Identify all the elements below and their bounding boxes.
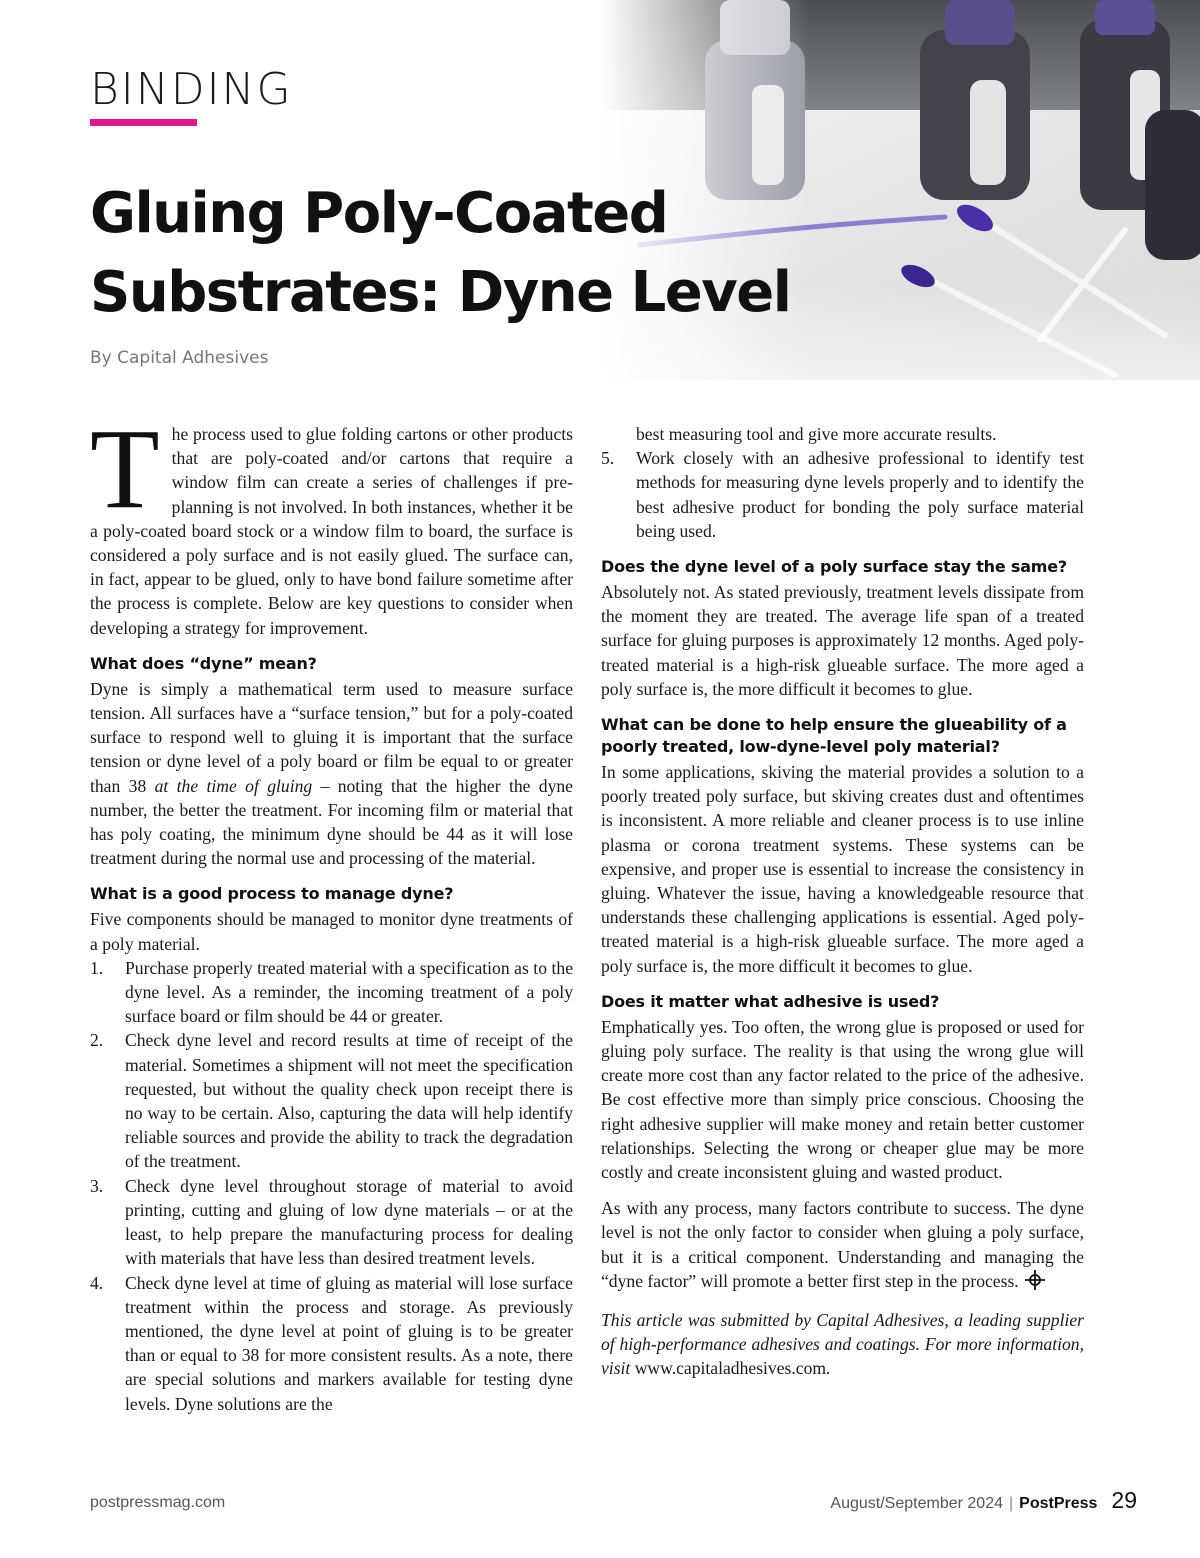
intro-text: he process used to glue folding cartons or other products that are poly-coated and/or cartons that require a window film can create a series of challenges if pre-planning is not involved. In both instances, whether it be a poly-coated board stock or a window film to board, the surface is considered a poly surface and is not easily glued. The surface can, in fact, appear to be glued, only to have bond failure sometime after the process is complete. Below are key questions to consider when developing a strategy for improvement. (90, 424, 573, 638)
author-credit (601, 1308, 1084, 1381)
list-text: Work closely with an adhesive professional to identify test methods for measuring dyne levels properly and to identify the best adhesive product for bonding the poly surface material being used. (636, 448, 1084, 541)
footer-magazine: PostPress (1019, 1495, 1098, 1512)
credit-text: This article was submitted by Capital Adhesives, a leading supplier of high-performance adhesives and coatings. For more information, visit (601, 1309, 1084, 1379)
heading-dyne-same: Does the dyne level of a poly surface stay the same? (601, 557, 1067, 577)
article-title (90, 174, 790, 332)
heading-adhesive: Does it matter what adhesive is used? (601, 991, 940, 1011)
process-intro: Five components should be managed to monitor dyne treatments of a poly material. (90, 909, 573, 954)
dyne-meaning-text-1: Dyne is simply a mathematical term used to measure surface tension. All surfaces have a “surface tension,” but for a poly-coated surface to respond well to gluing it is important that the surface tension or dyne level of a poly board or film be equal to or greater than 38 (90, 678, 573, 796)
list-item (90, 1271, 573, 1416)
list-item (90, 956, 573, 1029)
glueability-paragraph: In some applications, skiving the material provides a solution to a poorly treated poly surface, but skiving creates dust and oftentimes is inconsistent. A more reliable and cleaner process is to use inline plasma or corona treatment systems. These systems can be expensive, and proper use is essential to increase the consistency in gluing. Whatever the issue, having a knowledgeable resource that understands these challenging applications is essential. Aged poly-treated material is a high-risk glueable surface. The more aged a poly surface is, the more difficult it becomes to glue. (601, 762, 1084, 976)
credit-end: . (826, 1358, 831, 1379)
section-label: BINDING (90, 64, 293, 115)
dyne-meaning-paragraph (90, 677, 573, 871)
adhesive-paragraph: Emphatically yes. Too often, the wrong glue is proposed or used for gluing poly surface. The reality is that using the wrong glue will create more cost than any factor related to the price of the adhesive. Be cost effective more than simply price conscious. Choosing the right adhesive supplier will make money and retain better customer relationships. Selecting the wrong or cheaper glue may be more costly and create inconsistent gluing and wasted product. (601, 1016, 1084, 1183)
list-text: Check dyne level throughout storage of material to avoid printing, cutting and gluing of low dyne materials – or at the least, to help prepare the manufacturing process for dealing with materials that have less than desired treatment levels. (125, 1175, 573, 1269)
list-number: 1. (90, 957, 104, 978)
credit-url[interactable]: www.capitaladhesives.com (634, 1358, 827, 1379)
conclusion-paragraph (601, 1196, 1084, 1296)
list-item (90, 1174, 573, 1271)
section-accent-bar (90, 119, 197, 126)
intro-paragraph (90, 405, 573, 640)
right-column (601, 422, 1084, 1381)
dyne-meaning-emphasis: at the time of gluing (154, 775, 313, 796)
footer-issue: August/September 2024 (830, 1495, 1003, 1512)
title-line-2: Substrates: Dyne Level (90, 260, 791, 325)
end-mark-icon (1025, 1270, 1045, 1296)
dyne-meaning-text-2: – noting that the higher the dyne number, the better the treatment. For incoming film or material that has poly coating, the minimum dyne should be 44 as it will lose treatment during the normal use and processing of the material. (90, 775, 573, 869)
footer-separator: | (1008, 1495, 1014, 1512)
conclusion-text: As with any process, many factors contribute to success. The dyne level is not the only factor to consider when gluing a poly surface, but it is a critical component. Understanding and managing the “dyne factor” will promote a better first step in the process. (601, 1198, 1084, 1291)
list-text: Check dyne level at time of gluing as material will lose surface treatment within the process and storage. As previously mentioned, the dyne level at point of gluing is to be greater than or equal to 38 for more consistent results. As a note, there are special solutions and markers available for testing dyne levels. Dyne solutions are the (125, 1272, 573, 1414)
list-item-4-continued: best measuring tool and give more accurate results. (636, 424, 997, 444)
list-number: 3. (90, 1175, 104, 1196)
dyne-same-paragraph: Absolutely not. As stated previously, treatment levels dissipate from the moment they are treated. The average life span of a treated surface for gluing purposes is approximately 12 months. Aged poly-treated material is a high-risk glueable surface. The more aged a poly surface is, the more difficult it becomes to glue. (601, 582, 1084, 699)
drop-cap: T (90, 405, 160, 532)
list-text: Check dyne level and record results at time of receipt of the material. Sometimes a shipment will not meet the specification requested, but without the quality check upon receipt there is no way to be certain. Also, capturing the data will help identify reliable sources and provide the ability to track the degradation of the treatment. (125, 1030, 573, 1172)
heading-process: What is a good process to manage dyne? (90, 884, 454, 904)
list-number: 5. (601, 448, 615, 469)
list-item (601, 446, 1084, 543)
footer-site[interactable]: postpressmag.com (90, 1494, 226, 1511)
list-number: 4. (90, 1272, 104, 1293)
list-number: 2. (90, 1030, 104, 1051)
title-line-1: Gluing Poly-Coated (90, 181, 668, 246)
footer-issue-info (830, 1487, 1137, 1514)
byline: By Capital Adhesives (90, 348, 269, 368)
process-list (90, 956, 573, 1416)
left-column (90, 405, 573, 1416)
list-text: Purchase properly treated material with a specification as to the dyne level. As a reminder, the incoming treatment of a poly surface board or film should be 44 or greater. (125, 957, 573, 1027)
list-item (90, 1028, 573, 1173)
process-list-continued (601, 446, 1084, 543)
heading-glueability: What can be done to help ensure the glueability of a poorly treated, low-dyne-level poly material? (601, 715, 1067, 757)
heading-dyne-meaning: What does “dyne” mean? (90, 653, 317, 673)
page-number: 29 (1111, 1487, 1137, 1513)
